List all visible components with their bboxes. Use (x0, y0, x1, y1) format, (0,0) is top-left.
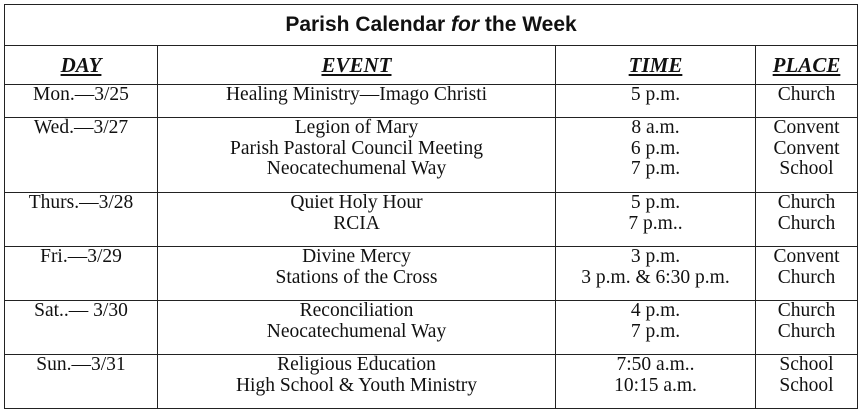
event-cell (158, 355, 556, 409)
event-line: Reconciliation (299, 300, 414, 321)
time-line: 8 a.m. (631, 117, 680, 138)
event-line: High School & Youth Ministry (235, 374, 478, 396)
calendar-title-part: the Week (479, 13, 577, 36)
event-line: Parish Pastoral Council Meeting (230, 137, 483, 159)
day-cell: Mon.—3/25 (5, 85, 158, 118)
table-row (5, 247, 858, 301)
place-line: Church (777, 300, 836, 321)
place-line: Church (777, 192, 836, 213)
time-line: 7 p.m. (630, 320, 681, 342)
place-cell (756, 301, 858, 355)
event-line: RCIA (333, 212, 380, 234)
day-cell: Thurs.—3/28 (5, 193, 158, 247)
place-line: Church (777, 320, 836, 342)
place-cell (756, 247, 858, 301)
event-line: Legion of Mary (294, 117, 419, 138)
event-line: Quiet Holy Hour (290, 192, 423, 213)
time-cell (556, 355, 756, 409)
event-line: Neocatechumenal Way (266, 320, 447, 342)
day-cell: Fri.—3/29 (5, 247, 158, 301)
header-row (5, 46, 858, 85)
place-cell (756, 355, 858, 409)
table-row (5, 301, 858, 355)
event-line: Neocatechumenal Way (266, 158, 447, 179)
day-cell: Wed.—3/27 (5, 118, 158, 193)
calendar-title (5, 5, 858, 46)
time-cell (556, 247, 756, 301)
time-line: 5 p.m. (630, 192, 681, 213)
time-line: 3 p.m. (630, 246, 681, 267)
place-line: School (779, 374, 834, 396)
parish-calendar-table (4, 4, 858, 409)
place-line: Convent (773, 117, 840, 138)
place-cell (756, 118, 858, 193)
header-time: TIME (556, 46, 756, 85)
time-line: 7:50 a.m.. (616, 354, 695, 375)
time-line: 5 p.m. (630, 84, 681, 105)
time-line: 7 p.m. (630, 158, 681, 179)
time-cell (556, 301, 756, 355)
place-line: Church (777, 84, 836, 105)
time-cell (556, 118, 756, 193)
time-line: 3 p.m. & 6:30 p.m. (581, 266, 730, 288)
time-cell (556, 85, 756, 118)
event-cell (158, 118, 556, 193)
place-line: School (779, 354, 834, 375)
event-line: Healing Ministry—Imago Christi (225, 84, 488, 105)
place-line: Church (777, 266, 836, 288)
table-row (5, 85, 858, 118)
header-day: DAY (5, 46, 158, 85)
place-line: Church (777, 212, 836, 234)
time-line: 6 p.m. (630, 137, 681, 159)
calendar-body (5, 85, 858, 409)
time-line: 7 p.m.. (628, 212, 683, 234)
table-row (5, 193, 858, 247)
time-cell (556, 193, 756, 247)
event-cell (158, 301, 556, 355)
event-cell (158, 193, 556, 247)
table-row (5, 118, 858, 193)
place-line: School (779, 158, 834, 179)
event-cell (158, 247, 556, 301)
calendar-title-part: Parish Calendar (285, 13, 452, 36)
event-cell (158, 85, 556, 118)
event-line: Religious Education (277, 354, 436, 375)
place-line: Convent (773, 137, 840, 159)
day-cell: Sun.—3/31 (5, 355, 158, 409)
time-line: 4 p.m. (630, 300, 681, 321)
event-line: Stations of the Cross (275, 266, 438, 288)
table-row (5, 355, 858, 409)
header-event: EVENT (158, 46, 556, 85)
header-place: PLACE (756, 46, 858, 85)
event-line: Divine Mercy (302, 246, 411, 267)
calendar-title-for: for (451, 13, 480, 36)
place-cell (756, 85, 858, 118)
day-cell: Sat..— 3/30 (5, 301, 158, 355)
place-cell (756, 193, 858, 247)
time-line: 10:15 a.m. (614, 374, 697, 396)
place-line: Convent (773, 246, 840, 267)
